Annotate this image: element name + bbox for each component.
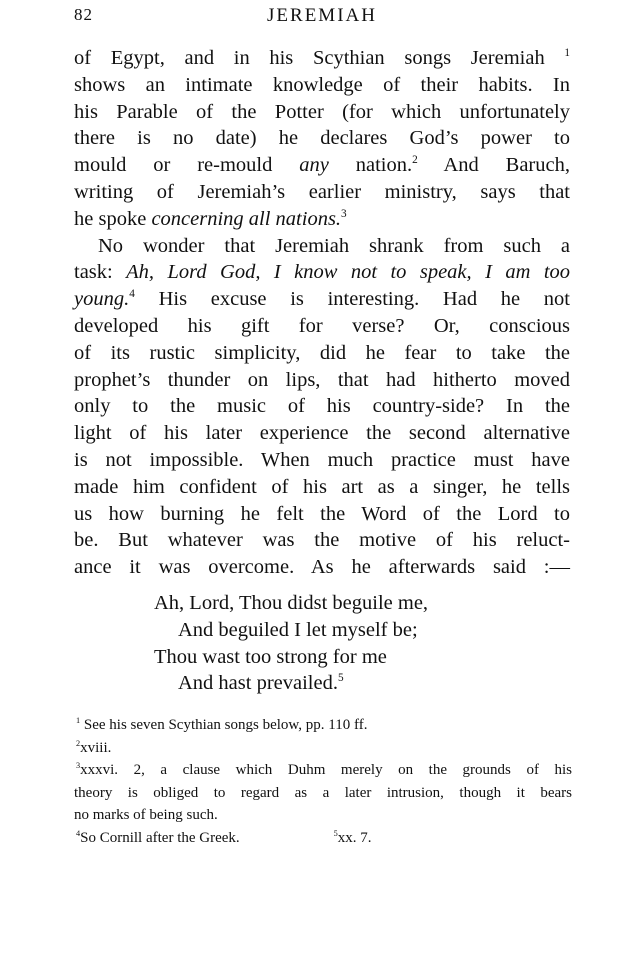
footnote-mark: 5 [333,828,338,838]
footnote [74,737,572,760]
footnote-text: So Cornill after the Greek. [80,829,240,846]
text-line: shows an intimate knowledge of their habits. In [74,73,570,96]
footnote-mark: 2 [76,738,81,748]
verse-line: And beguiled I let myself be; [178,618,418,641]
footnote-mark: 4 [76,828,81,838]
footnote-ref: 2 [412,154,418,167]
footnote [76,827,240,850]
footnotes [74,714,572,849]
verse-line [154,670,428,697]
text-line [74,206,570,233]
footnote-ref: 5 [337,672,344,685]
spacer [240,827,334,850]
text-line: only to the music of his country-side? In the [74,395,570,418]
text-span: task: [74,261,113,284]
text-line: light of his later experience the second alternative [74,422,570,445]
text-span: nation. [355,154,413,177]
text-span: And Baruch, [443,154,570,177]
text-line: of its rustic simplicity, did he fear to take the [74,341,570,364]
page-number: 82 [74,5,93,24]
text-line: developed his gift for verse? Or, conscious [74,314,570,337]
body-text [74,45,570,581]
footnote-text: See his seven Scythian songs below, pp. 110 ff. [83,717,368,733]
text-line: ance it was overcome. As he afterwards said :— [74,556,570,579]
footnote [74,714,572,737]
verse-quotation [154,590,428,697]
footnote [74,759,572,782]
italic-text: concerning all nations. [151,207,342,230]
italic-text: Ah, Lord God, I know not to speak, I am too [126,261,571,284]
footnote-continuation: no marks of being such. [74,807,218,823]
text-line: his Parable of the Potter (for which unfortunately [74,100,570,123]
text-line: there is no date) he declares God’s power to [74,127,570,150]
text-span: mould or re-mould [74,154,273,177]
footnote-pair [74,827,572,850]
footnote [334,827,372,850]
footnote-text: xx. 7. [337,829,372,846]
page-header [74,5,570,31]
footnote-ref: 3 [341,207,347,220]
footnote-ref: 4 [129,288,135,301]
text-span: of Egypt, and in his Scythian songs Jeremiah [74,47,545,69]
text-span: he spoke [74,207,147,230]
footnote-mark: 1 [76,716,81,726]
text-line: writing of Jeremiah’s earlier ministry, says that [74,180,570,203]
text-line: prophet’s thunder on lips, that had hitherto moved [74,368,570,391]
text-line: be. But whatever was the motive of his reluct- [74,529,570,552]
verse-line: Ah, Lord, Thou didst beguile me, [154,592,429,614]
italic-text: young. [74,288,130,311]
text-line [74,152,570,179]
text-line: No wonder that Jeremiah shrank from such a [98,234,570,257]
text-line [74,286,570,313]
footnote-ref: 1 [564,47,571,60]
footnote-text: xxxvi. 2, a clause which Duhm merely on the grounds of his [80,762,572,778]
text-span: His excuse is interesting. Had he not [158,288,570,311]
text-line [74,259,570,286]
running-head: JEREMIAH [267,5,377,26]
text-line [74,45,570,72]
text-line: us how burning he felt the Word of the Lord to [74,502,570,525]
footnote-continuation: theory is obliged to regard as a later intrusion, though it bears [74,784,572,801]
verse-line: Thou wast too strong for me [154,645,387,668]
text-line: is not impossible. When much practice must have [74,448,570,471]
text-line: made him confident of his art as a singer, he tells [74,475,570,498]
footnote-mark: 3 [76,761,81,771]
footnote-text: xviii. [80,739,112,756]
italic-text: any [299,154,329,177]
text-span: And hast prevailed. [178,672,338,695]
